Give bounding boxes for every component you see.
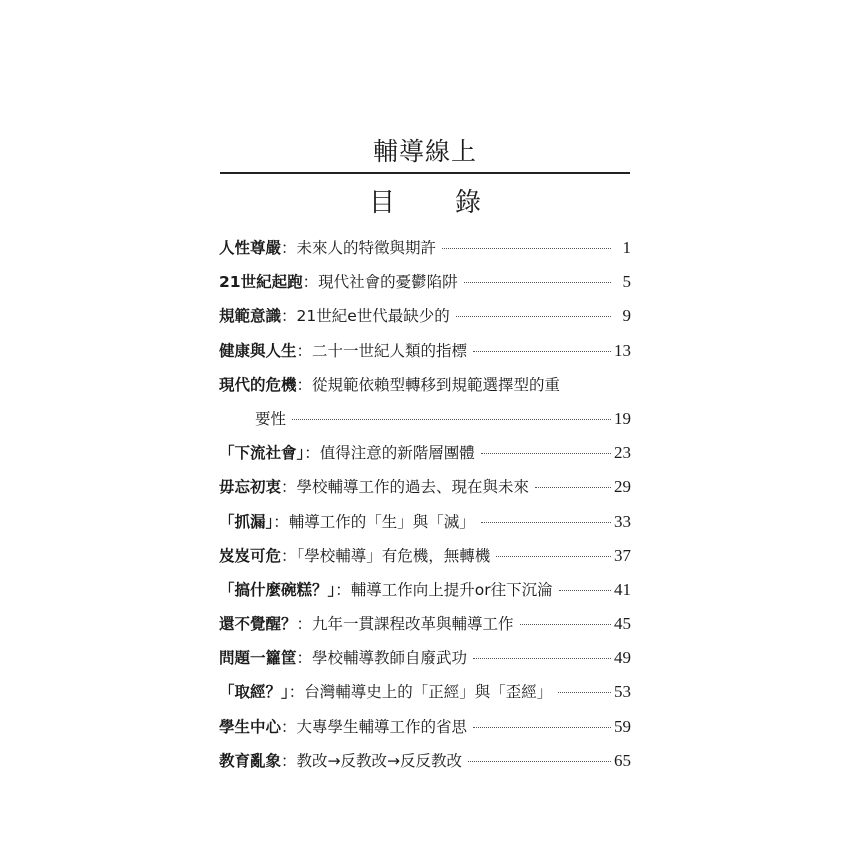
toc-topic: 還不覺醒？	[219, 615, 297, 634]
dot-leader	[535, 487, 611, 488]
toc-subtitle: 學校輔導工作的過去、現在與未來	[296, 478, 530, 497]
dot-leader	[496, 556, 611, 557]
toc-page-number: 13	[614, 340, 631, 360]
toc-subtitle: 要性	[255, 409, 287, 428]
book-title: 輔導線上	[372, 137, 477, 166]
dot-leader	[473, 658, 611, 659]
dot-leader	[464, 282, 611, 283]
toc-subtitle: 值得注意的新階層團體	[319, 444, 475, 463]
toc-heading	[220, 182, 630, 219]
toc-subtitle: 未來人的特徵與期許	[296, 239, 437, 257]
toc-page-number: 59	[614, 716, 631, 736]
dot-leader	[481, 522, 611, 523]
toc-entry[interactable]: 學生中心：大專學生輔導工作的省思 59	[219, 716, 631, 736]
toc-page-number: 1	[622, 238, 631, 257]
toc-entry[interactable]: 21世紀起跑：現代社會的憂鬱陷阱 5	[219, 272, 631, 292]
toc-subtitle: 現代社會的憂鬱陷阱	[318, 273, 458, 292]
dot-leader	[473, 727, 611, 728]
toc-page-number: 29	[614, 477, 631, 497]
toc-subtitle: 輔導工作向上提升or往下沉淪	[350, 580, 553, 599]
toc-page-number: 23	[614, 443, 631, 463]
dot-leader	[481, 453, 611, 454]
toc-topic: 現代的危機	[219, 375, 297, 394]
toc-entry-continuation[interactable]	[219, 407, 631, 441]
toc-topic: 教育亂象	[219, 751, 282, 770]
table-of-contents	[219, 236, 631, 783]
toc-page-number: 53	[614, 682, 631, 702]
toc-page-number: 37	[614, 545, 631, 565]
toc-subtitle: 學校輔導教師自廢武功	[312, 649, 468, 668]
dot-leader	[558, 692, 611, 693]
toc-subtitle: 台灣輔導史上的「正經」與「歪經」	[304, 683, 553, 702]
toc-heading-left: 目	[368, 188, 395, 218]
dot-leader	[292, 419, 611, 420]
toc-subtitle: 九年一貫課程改革與輔導工作	[312, 615, 514, 634]
dot-leader	[559, 590, 611, 591]
dot-leader	[468, 761, 611, 762]
toc-topic: 學生中心	[219, 717, 282, 736]
toc-page-number: 41	[614, 579, 631, 599]
toc-entry[interactable]: 「下流社會」：值得注意的新階層團體 23	[219, 443, 631, 463]
toc-entry[interactable]: 問題一籮筐：學校輔導教師自廢武功 49	[219, 648, 631, 668]
toc-topic: 岌岌可危	[219, 546, 282, 565]
toc-entry[interactable]: 毋忘初衷：學校輔導工作的過去、現在與未來 29	[219, 477, 631, 497]
toc-heading-right: 錄	[455, 188, 482, 218]
dot-leader	[473, 351, 611, 352]
toc-page-number: 9	[622, 306, 631, 326]
toc-entry[interactable]: 現代的危機：從規範依賴型轉移到規範選擇型的重	[219, 375, 561, 394]
toc-page-number: 19	[614, 408, 631, 428]
toc-subtitle: 教改→反教改→反反教改	[296, 751, 463, 770]
dot-leader	[520, 624, 611, 625]
toc-subtitle: 二十一世紀人類的指標	[312, 341, 468, 360]
toc-entry[interactable]: 岌岌可危：「學校輔導」有危機，無轉機 37	[219, 545, 631, 565]
toc-subtitle: 從規範依賴型轉移到規範選擇型的重	[312, 375, 561, 394]
toc-entry[interactable]: 人性尊嚴：未來人的特徵與期許 1	[219, 238, 631, 257]
toc-entry[interactable]: 健康與人生：二十一世紀人類的指標 13	[219, 340, 631, 360]
toc-topic: 21世紀起跑	[219, 273, 303, 292]
toc-topic: 「抓漏」	[219, 512, 274, 531]
toc-entry[interactable]: 「抓漏」：輔導工作的「生」與「滅」 33	[219, 511, 631, 531]
toc-subtitle: 輔導工作的「生」與「滅」	[288, 512, 475, 531]
toc-subtitle: 大專學生輔導工作的省思	[296, 717, 468, 736]
toc-page-number: 33	[614, 511, 631, 531]
toc-entry[interactable]: 「搞什麼碗糕？」：輔導工作向上提升or往下沉淪 41	[219, 579, 631, 599]
toc-subtitle: 21世紀e世代最缺少的	[296, 307, 450, 326]
toc-entry[interactable]: 「取經？」：台灣輔導史上的「正經」與「歪經」 53	[219, 682, 631, 702]
toc-topic: 人性尊嚴	[219, 239, 282, 257]
toc-page-number: 49	[614, 648, 631, 668]
toc-topic: 規範意識	[219, 307, 282, 326]
toc-page-number: 45	[614, 614, 631, 634]
toc-topic: 「搞什麼碗糕？」	[219, 580, 336, 599]
toc-entry[interactable]: 規範意識：21世紀e世代最缺少的 9	[219, 306, 631, 326]
toc-page-number: 5	[622, 272, 631, 292]
toc-topic: 「下流社會」	[219, 444, 305, 463]
toc-entry[interactable]: 還不覺醒？：九年一貫課程改革與輔導工作 45	[219, 614, 631, 634]
dot-leader	[456, 316, 611, 317]
toc-subtitle: 「學校輔導」有危機，無轉機	[296, 546, 491, 565]
title-divider	[220, 172, 630, 174]
toc-topic: 問題一籮筐	[219, 649, 297, 668]
toc-topic: 毋忘初衷	[219, 478, 282, 497]
toc-entry[interactable]: 教育亂象：教改→反教改→反反教改 65	[219, 750, 631, 770]
dot-leader	[442, 248, 611, 249]
toc-topic: 健康與人生	[219, 341, 297, 360]
toc-page-number: 65	[614, 750, 631, 770]
toc-topic: 「取經？」	[219, 683, 289, 702]
